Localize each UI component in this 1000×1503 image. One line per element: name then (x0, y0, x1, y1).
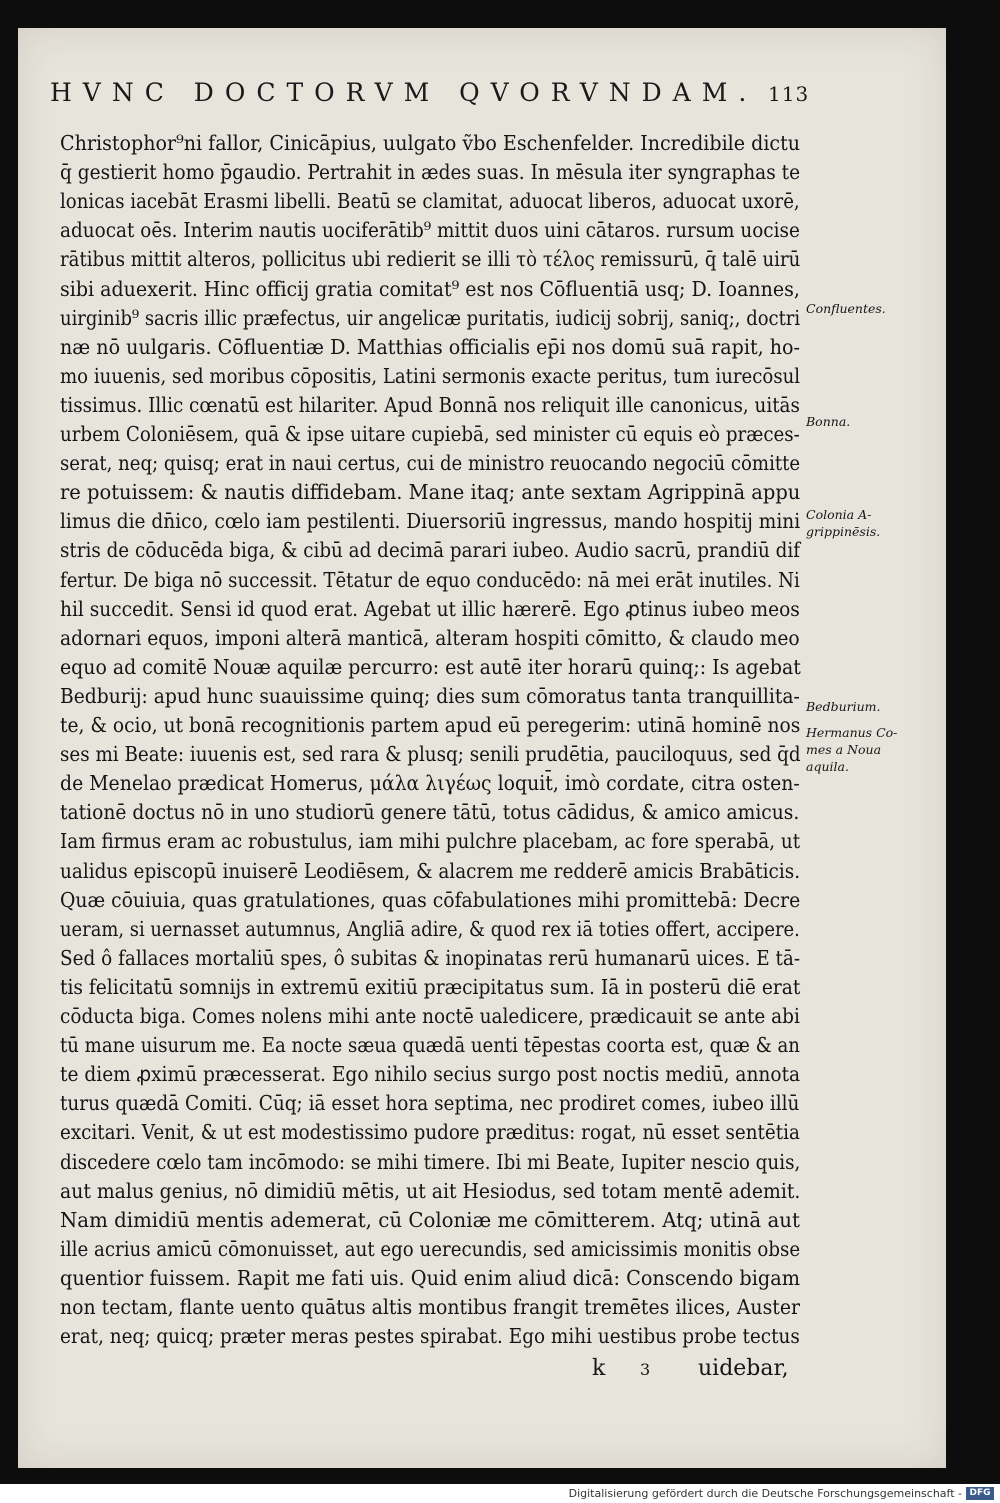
marginal-note: Confluentes. (806, 301, 886, 316)
text-line: ses mi Beate: iuuenis est, sed rara & plusq; senili prudētia, pauciloquus, sed q̄d (60, 742, 801, 766)
text-line: aduocat oēs. Interim nautis uociferātib⁹ mittit duos uini cātaros. rursum uocise (60, 218, 800, 242)
text-line: quentior fuissem. Rapit me fati uis. Quid enim aliud dicā: Conscendo bigam (60, 1266, 801, 1290)
text-line: te, & ocio, ut bonā recognitionis partem apud eū peregerim: utinā hominē nos (60, 713, 801, 737)
text-line: adornari equos, imponi alterā manticā, alteram hospiti cōmitto, & claudo meo (60, 626, 800, 650)
text-line: rātibus mittit alteros, pollicitus ubi redierit se illi τὸ τέλος remissurū, q̄ talē uirū (60, 247, 801, 271)
text-line: de Menelao prædicat Homerus, μάλα λιγέως loquit̄, imò cordate, citra osten- (60, 771, 800, 795)
signature-mark: k (592, 1356, 606, 1381)
text-line: mo iuuenis, sed moribus cōpositis, Latini sermonis exacte peritus, tum iurecōsul (60, 364, 801, 388)
folio-number: 113 (768, 82, 810, 106)
text-line: cōducta biga. Comes nolens mihi ante noctē ualedicere, prædicauit se ante abi (60, 1004, 800, 1028)
running-head: HVNC DOCTORVM QVORVNDAM. (50, 78, 758, 107)
text-line: q̄ gestierit homo p̄gaudio. Pertrahit in ædes suas. In mēsula iter syngraphas te (60, 160, 801, 184)
marginal-note: Bonna. (806, 414, 851, 429)
text-line: erat, neq; quicq; præter meras pestes spirabat. Ego mihi uestibus probe tectus (60, 1324, 800, 1348)
text-line: Iam firmus eram ac robustulus, iam mihi pulchre placebam, ac fore sperabā, ut (60, 829, 801, 853)
marginal-note: Colonia A-grippinēsis. (806, 507, 881, 539)
catchword: uidebar, (698, 1356, 789, 1381)
footer-bar (0, 1484, 1000, 1503)
text-line: ueram, si uernasset autumnus, Angliā adire, & quod rex iā toties offert, accipere. (60, 917, 800, 941)
text-line: uirginib⁹ sacris illic præfectus, uir angelicæ puritatis, iudicij sobrij, saniq;, doctri (60, 306, 801, 330)
text-line: discedere cœlo tam incōmodo: se mihi timere. Ibi mi Beate, Iupiter nescio quis, (60, 1150, 801, 1174)
text-line: ille acrius amicū cōmonuisset, aut ego uerecundis, sed amicissimis monitis obse (60, 1237, 801, 1261)
text-line: Christophor⁹ni fallor, Cinicāpius, uulgato ṽbo Eschenfelder. Incredibile dictu (60, 131, 801, 155)
text-line: næ nō uulgaris. Cōfluentiæ D. Matthias officialis ep̄i nos domū suā rapit, ho- (60, 335, 800, 359)
text-line: urbem Coloniēsem, quā & ipse uitare cupiebā, sed minister cū equis eò præces- (60, 422, 800, 446)
text-line: tationē doctus nō in uno studiorū genere tātū, totus cādidus, & amico amicus. (60, 800, 800, 824)
text-line: Bedburij: apud hunc suauissime quinq; dies sum cōmoratus tanta tranquillita- (60, 684, 800, 708)
text-line: turus quædā Comiti. Cūq; iā esset hora septima, nec prodiret comes, iubeo illū (60, 1091, 800, 1115)
text-line: tis felicitatū somnijs in extremū exitiū præcipitatus sum. Iā in posterū diē erat (60, 975, 801, 999)
text-line: sibi aduexerit. Hinc officij gratia comitat⁹ est nos Cōfluentiā usq; D. Ioannes, (60, 277, 800, 301)
text-line: hil succedit. Sensi id quod erat. Agebat ut illic hærerē. Ego ꝓtinus iubeo meos (60, 597, 800, 621)
text-line: fertur. De biga nō successit. Tētatur de equo conducēdo: nā mei erāt inutiles. Ni (60, 568, 800, 592)
text-line: re potuissem: & nautis diffidebam. Mane itaq; ante sextam Agrippinā appu (60, 480, 801, 504)
funding-credit: Digitalisierung gefördert durch die Deutsche Forschungsgemeinschaft - (568, 1487, 962, 1500)
dfg-logo: DFG (966, 1487, 994, 1500)
text-line: Nam dimidiū mentis ademerat, cū Coloniæ me cōmitterem. Atq; utinā aut (60, 1208, 800, 1232)
text-line: limus die dn̄ico, cœlo iam pestilenti. Diuersoriū ingressus, mando hospitij mini (60, 509, 801, 533)
text-line: tissimus. Illic cœnatū est hilariter. Apud Bonnā nos reliquit ille canonicus, uitās (60, 393, 800, 417)
marginal-note: Hermanus Co-mes a Noua aquila. (806, 725, 898, 774)
text-line: ualidus episcopū inuiserē Leodiēsem, & alacrem me redderē amicis Brabāticis. (60, 859, 801, 883)
signature-number: 3 (640, 1360, 651, 1379)
text-line: tū mane uisurum me. Ea nocte sæua quædā uenti tēpestas coorta est, quæ & an (60, 1033, 800, 1057)
text-line: excitari. Venit, & ut est modestissimo pudore præditus: rogat, nū esset sentētia (60, 1120, 800, 1144)
text-line: serat, neq; quisq; erat in naui certus, cui de ministro reuocando negociū cōmitte (60, 451, 801, 475)
text-line: te diem ꝓximū præcesserat. Ego nihilo secius surgo post noctis mediū, annota (60, 1062, 801, 1086)
text-line: Quæ cōuiuia, quas gratulationes, quas cōfabulationes mihi promittebā: Decre (60, 888, 801, 912)
text-line: Sed ô fallaces mortaliū spes, ô subitas & inopinatas rerū humanarū uices. E tā- (60, 946, 801, 970)
text-line: lonicas iacebāt Erasmi libelli. Beatū se clamitat, aduocat liberos, aduocat uxorē, (60, 189, 800, 213)
text-line: equo ad comitē Nouæ aquilæ percurro: est autē iter horarū quinq;: Is agebat (60, 655, 801, 679)
marginal-note: Bedburium. (806, 699, 881, 714)
text-line: stris de cōducēda biga, & cibū ad decimā parari iubeo. Audio sacrū, prandiū dif (60, 538, 801, 562)
text-line: aut malus genius, nō dimidiū mētis, ut ait Hesiodus, sed totam mentē ademit. (60, 1179, 801, 1203)
text-line: non tectam, flante uento quātus altis montibus frangit tremētes ilices, Auster (60, 1295, 801, 1319)
